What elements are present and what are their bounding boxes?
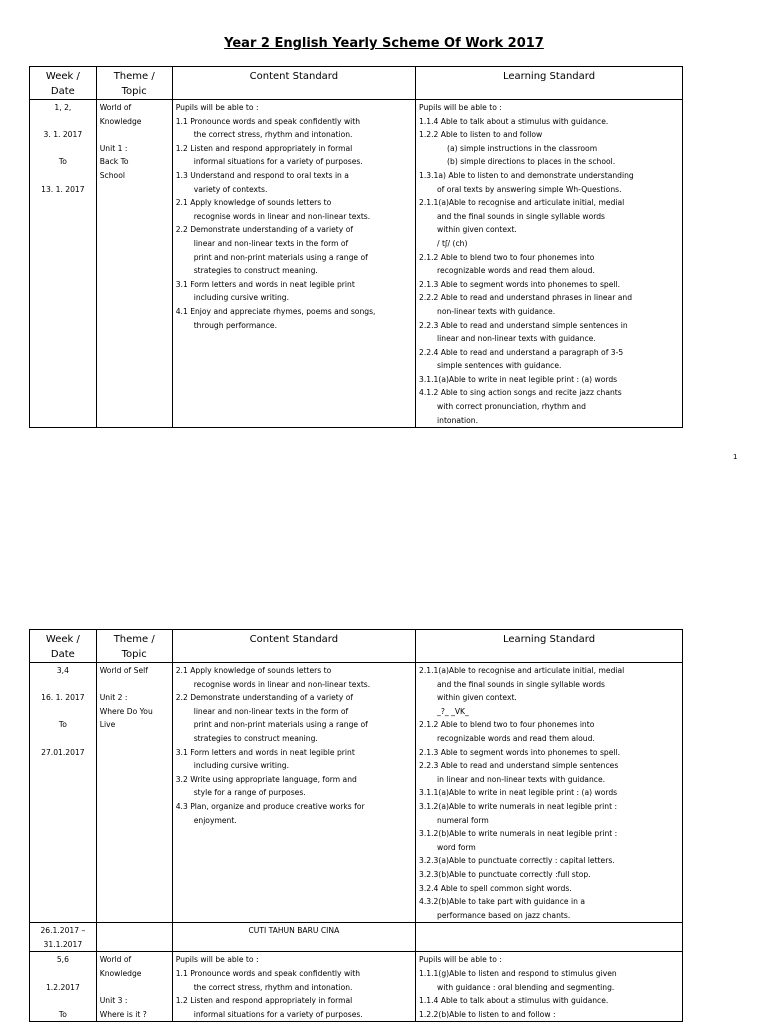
scheme-table-1 bbox=[29, 66, 683, 428]
cell-line: Knowledge bbox=[99, 116, 142, 126]
cell-line: 2.2.3 Able to read and understand simple sentences in bbox=[419, 320, 628, 330]
cell-line: 3. 1. 2017 bbox=[43, 130, 83, 140]
cell-line: recognise words in linear and non-linear texts. bbox=[193, 679, 371, 689]
cell-line: 2.1.3 Able to segment words into phonemes to spell. bbox=[419, 747, 621, 757]
cell-line: with guidance : oral blending and segmenting. bbox=[437, 982, 615, 992]
header-content-standard: Content Standard bbox=[172, 630, 415, 663]
cell-line: performance based on jazz chants. bbox=[437, 910, 571, 920]
cell-line: numeral form bbox=[437, 815, 489, 825]
cell-line: Pupils will be able to : bbox=[175, 103, 259, 112]
week-cell bbox=[30, 923, 97, 952]
header-week: Week / Date bbox=[30, 67, 97, 100]
theme-cell bbox=[96, 952, 172, 1022]
cell-line: including cursive writing. bbox=[193, 293, 290, 303]
cell-line: 13. 1. 2017 bbox=[41, 184, 85, 194]
cell-line: within given context. bbox=[437, 225, 517, 235]
cell-line: 1.2.2 Able to listen to and follow bbox=[419, 130, 543, 140]
learning-standard-cell bbox=[416, 952, 683, 1022]
cell-line: 3,4 bbox=[56, 666, 69, 675]
cell-line: informal situations for a variety of purposes. bbox=[193, 1009, 363, 1019]
cell-line bbox=[33, 732, 93, 746]
cell-line: 3.1.1(a)Able to write in neat legible print : (a) words bbox=[419, 374, 618, 384]
cell-line: _?_ _VK_ bbox=[437, 706, 469, 716]
scheme-table-2 bbox=[29, 629, 683, 1022]
cell-line bbox=[100, 128, 169, 142]
header-content-standard: Content Standard bbox=[172, 67, 415, 100]
cell-line: 1, 2, bbox=[54, 103, 72, 112]
cell-line: 31.1.2017 bbox=[43, 939, 83, 949]
cell-line: School bbox=[99, 170, 125, 180]
cell-line bbox=[33, 115, 93, 129]
cell-line: Pupils will be able to : bbox=[175, 955, 259, 965]
cell-line: 2.2.2 Able to read and understand phrases in linear and bbox=[419, 293, 633, 303]
cell-line: and the final sounds in single syllable words bbox=[437, 211, 605, 221]
cell-line: 2.1.1(a)Able to recognise and articulate initial, medial bbox=[419, 198, 625, 208]
cell-line: enjoyment. bbox=[193, 815, 237, 825]
cell-line: simple sentences with guidance. bbox=[437, 361, 562, 371]
cell-line: through performance. bbox=[193, 320, 278, 330]
cell-line: 3.2 Write using appropriate language, form and bbox=[175, 774, 357, 784]
cell-line: within given context. bbox=[437, 693, 517, 703]
cell-line: 1.2 Listen and respond appropriately in formal bbox=[175, 143, 353, 153]
cell-line: 1.3 Understand and respond to oral texts in a bbox=[175, 170, 349, 180]
cell-line: including cursive writing. bbox=[193, 761, 290, 771]
header-theme: Theme / Topic bbox=[96, 67, 172, 100]
cell-line bbox=[33, 169, 93, 183]
cell-line: Unit 3 : bbox=[99, 996, 128, 1006]
cell-line: / tʃ/ (ch) bbox=[437, 238, 468, 248]
cell-line: 2.2 Demonstrate understanding of a variety of bbox=[175, 693, 354, 703]
table-header-row bbox=[30, 630, 683, 663]
cell-line: recognise words in linear and non-linear texts. bbox=[193, 211, 371, 221]
table-row bbox=[30, 100, 683, 428]
week-cell bbox=[30, 100, 97, 428]
cell-line: non-linear texts with guidance. bbox=[437, 306, 556, 316]
cell-line bbox=[33, 994, 93, 1008]
content-standard-cell bbox=[172, 952, 415, 1022]
cell-line: and the final sounds in single syllable words bbox=[437, 679, 605, 689]
cell-line: word form bbox=[437, 842, 476, 852]
cell-line bbox=[33, 142, 93, 156]
cell-line: variety of contexts. bbox=[193, 184, 268, 194]
cell-line bbox=[33, 967, 93, 981]
cell-line: 26.1.2017 – bbox=[40, 926, 86, 936]
cell-line: Where Do You bbox=[99, 706, 153, 716]
cell-line: Unit 2 : bbox=[99, 693, 128, 703]
cell-line: Where is it ? bbox=[99, 1009, 147, 1019]
cell-line: (a) simple instructions in the classroom bbox=[447, 143, 598, 153]
header-week: Week / Date bbox=[30, 630, 97, 663]
holiday-label: CUTI TAHUN BARU CINA bbox=[172, 923, 415, 952]
content-standard-cell bbox=[172, 663, 415, 923]
holiday-row bbox=[30, 923, 683, 952]
cell-line: with correct pronunciation, rhythm and bbox=[437, 402, 586, 412]
cell-line: To bbox=[58, 1009, 67, 1019]
table-row bbox=[30, 663, 683, 923]
cell-line: Pupils will be able to : bbox=[419, 103, 502, 112]
cell-line: style for a range of purposes. bbox=[193, 788, 306, 798]
cell-line: 1.2 Listen and respond appropriately in formal bbox=[175, 996, 353, 1006]
cell-line: 1.3.1a) Able to listen to and demonstrate understanding bbox=[419, 170, 634, 180]
cell-line: 3.1.1(a)Able to write in neat legible print : (a) words bbox=[419, 788, 618, 798]
cell-line: 3.2.3(b)Able to punctuate correctly :full stop. bbox=[419, 869, 591, 879]
cell-line: intonation. bbox=[437, 415, 479, 425]
cell-line: 4.3.2(b)Able to take part with guidance in a bbox=[419, 897, 585, 907]
cell-line bbox=[33, 705, 93, 719]
cell-line: Pupils will be able to : bbox=[419, 955, 502, 965]
cell-line: in linear and non-linear texts with guidance. bbox=[437, 774, 606, 784]
cell-line: linear and non-linear texts with guidance. bbox=[437, 334, 596, 344]
cell-line: 16. 1. 2017 bbox=[41, 693, 85, 703]
cell-line: linear and non-linear texts in the form of bbox=[193, 706, 349, 716]
week-cell bbox=[30, 952, 97, 1022]
cell-line: print and non-print materials using a range of bbox=[193, 252, 368, 262]
cell-line: recognizable words and read them aloud. bbox=[437, 266, 595, 276]
cell-line: 1.2.2017 bbox=[45, 982, 80, 992]
cell-line: 2.1.2 Able to blend two to four phonemes into bbox=[419, 252, 595, 262]
content-standard-cell bbox=[172, 100, 415, 428]
cell-line: the correct stress, rhythm and intonation. bbox=[193, 130, 353, 140]
cell-line bbox=[33, 678, 93, 692]
cell-line: 4.1 Enjoy and appreciate rhymes, poems and songs, bbox=[175, 306, 376, 316]
cell-line: World of Self bbox=[99, 666, 148, 675]
cell-line: World of bbox=[99, 103, 132, 112]
cell-line: 2.1.1(a)Able to recognise and articulate initial, medial bbox=[419, 666, 625, 675]
cell-line: 27.01.2017 bbox=[41, 747, 85, 757]
cell-line: Unit 1 : bbox=[99, 143, 128, 153]
week-cell bbox=[30, 663, 97, 923]
document-title: Year 2 English Yearly Scheme Of Work 2017 bbox=[224, 36, 544, 51]
cell-line: 2.2 Demonstrate understanding of a variety of bbox=[175, 225, 354, 235]
cell-line: 1.1.4 Able to talk about a stimulus with guidance. bbox=[419, 116, 609, 126]
cell-line: 5,6 bbox=[56, 955, 69, 965]
cell-line: Knowledge bbox=[99, 969, 142, 979]
cell-line: 3.1 Form letters and words in neat legible print bbox=[175, 747, 355, 757]
table-row bbox=[30, 952, 683, 1022]
page-number: 1 bbox=[733, 453, 738, 461]
learning-cell bbox=[416, 923, 683, 952]
cell-line bbox=[100, 981, 169, 995]
theme-cell bbox=[96, 663, 172, 923]
cell-line: print and non-print materials using a range of bbox=[193, 720, 368, 730]
theme-cell bbox=[96, 100, 172, 428]
cell-line: 3.1.2(b)Able to write numerals in neat legible print : bbox=[419, 829, 618, 839]
header-theme: Theme / Topic bbox=[96, 630, 172, 663]
cell-line: 3.1.2(a)Able to write numerals in neat legible print : bbox=[419, 801, 618, 811]
cell-line: 1.2.2(b)Able to listen to and follow : bbox=[419, 1009, 556, 1019]
table-header-row bbox=[30, 67, 683, 100]
cell-line: of oral texts by answering simple Wh-Questions. bbox=[437, 184, 622, 194]
cell-line: recognizable words and read them aloud. bbox=[437, 733, 595, 743]
cell-line: 1.1 Pronounce words and speak confidently with bbox=[175, 969, 361, 979]
cell-line: Live bbox=[99, 720, 116, 730]
cell-line: 2.1 Apply knowledge of sounds letters to bbox=[175, 666, 332, 675]
cell-line bbox=[100, 678, 169, 692]
theme-cell bbox=[96, 923, 172, 952]
cell-line: To bbox=[58, 157, 67, 167]
cell-line: the correct stress, rhythm and intonation. bbox=[193, 982, 353, 992]
cell-line: strategies to construct meaning. bbox=[193, 733, 318, 743]
cell-line: 1.1.4 Able to talk about a stimulus with guidance. bbox=[419, 996, 609, 1006]
cell-line: 3.2.3(a)Able to punctuate correctly : capital letters. bbox=[419, 856, 615, 866]
cell-line: informal situations for a variety of purposes. bbox=[193, 157, 363, 167]
cell-line: 1.1 Pronounce words and speak confidently with bbox=[175, 116, 361, 126]
cell-line: 3.1 Form letters and words in neat legible print bbox=[175, 279, 355, 289]
cell-line: 4.3 Plan, organize and produce creative works for bbox=[175, 801, 365, 811]
cell-line: World of bbox=[99, 955, 132, 965]
cell-line: linear and non-linear texts in the form of bbox=[193, 238, 349, 248]
cell-line: To bbox=[58, 720, 67, 730]
cell-line: 2.1 Apply knowledge of sounds letters to bbox=[175, 198, 332, 208]
cell-line: 3.2.4 Able to spell common sight words. bbox=[419, 883, 572, 893]
cell-line: strategies to construct meaning. bbox=[193, 266, 318, 276]
cell-line: (b) simple directions to places in the school. bbox=[447, 157, 616, 167]
cell-line: 2.2.4 Able to read and understand a paragraph of 3-5 bbox=[419, 347, 624, 357]
header-learning-standard: Learning Standard bbox=[416, 630, 683, 663]
cell-line: 1.1.1(g)Able to listen and respond to stimulus given bbox=[419, 969, 617, 979]
cell-line: 2.1.3 Able to segment words into phonemes to spell. bbox=[419, 279, 621, 289]
cell-line: 2.1.2 Able to blend two to four phonemes into bbox=[419, 720, 595, 730]
header-learning-standard: Learning Standard bbox=[416, 67, 683, 100]
learning-standard-cell bbox=[416, 100, 683, 428]
cell-line: 4.1.2 Able to sing action songs and recite jazz chants bbox=[419, 388, 622, 398]
learning-standard-cell bbox=[416, 663, 683, 923]
cell-line: Back To bbox=[99, 157, 129, 167]
cell-line: 2.2.3 Able to read and understand simple sentences bbox=[419, 761, 619, 771]
